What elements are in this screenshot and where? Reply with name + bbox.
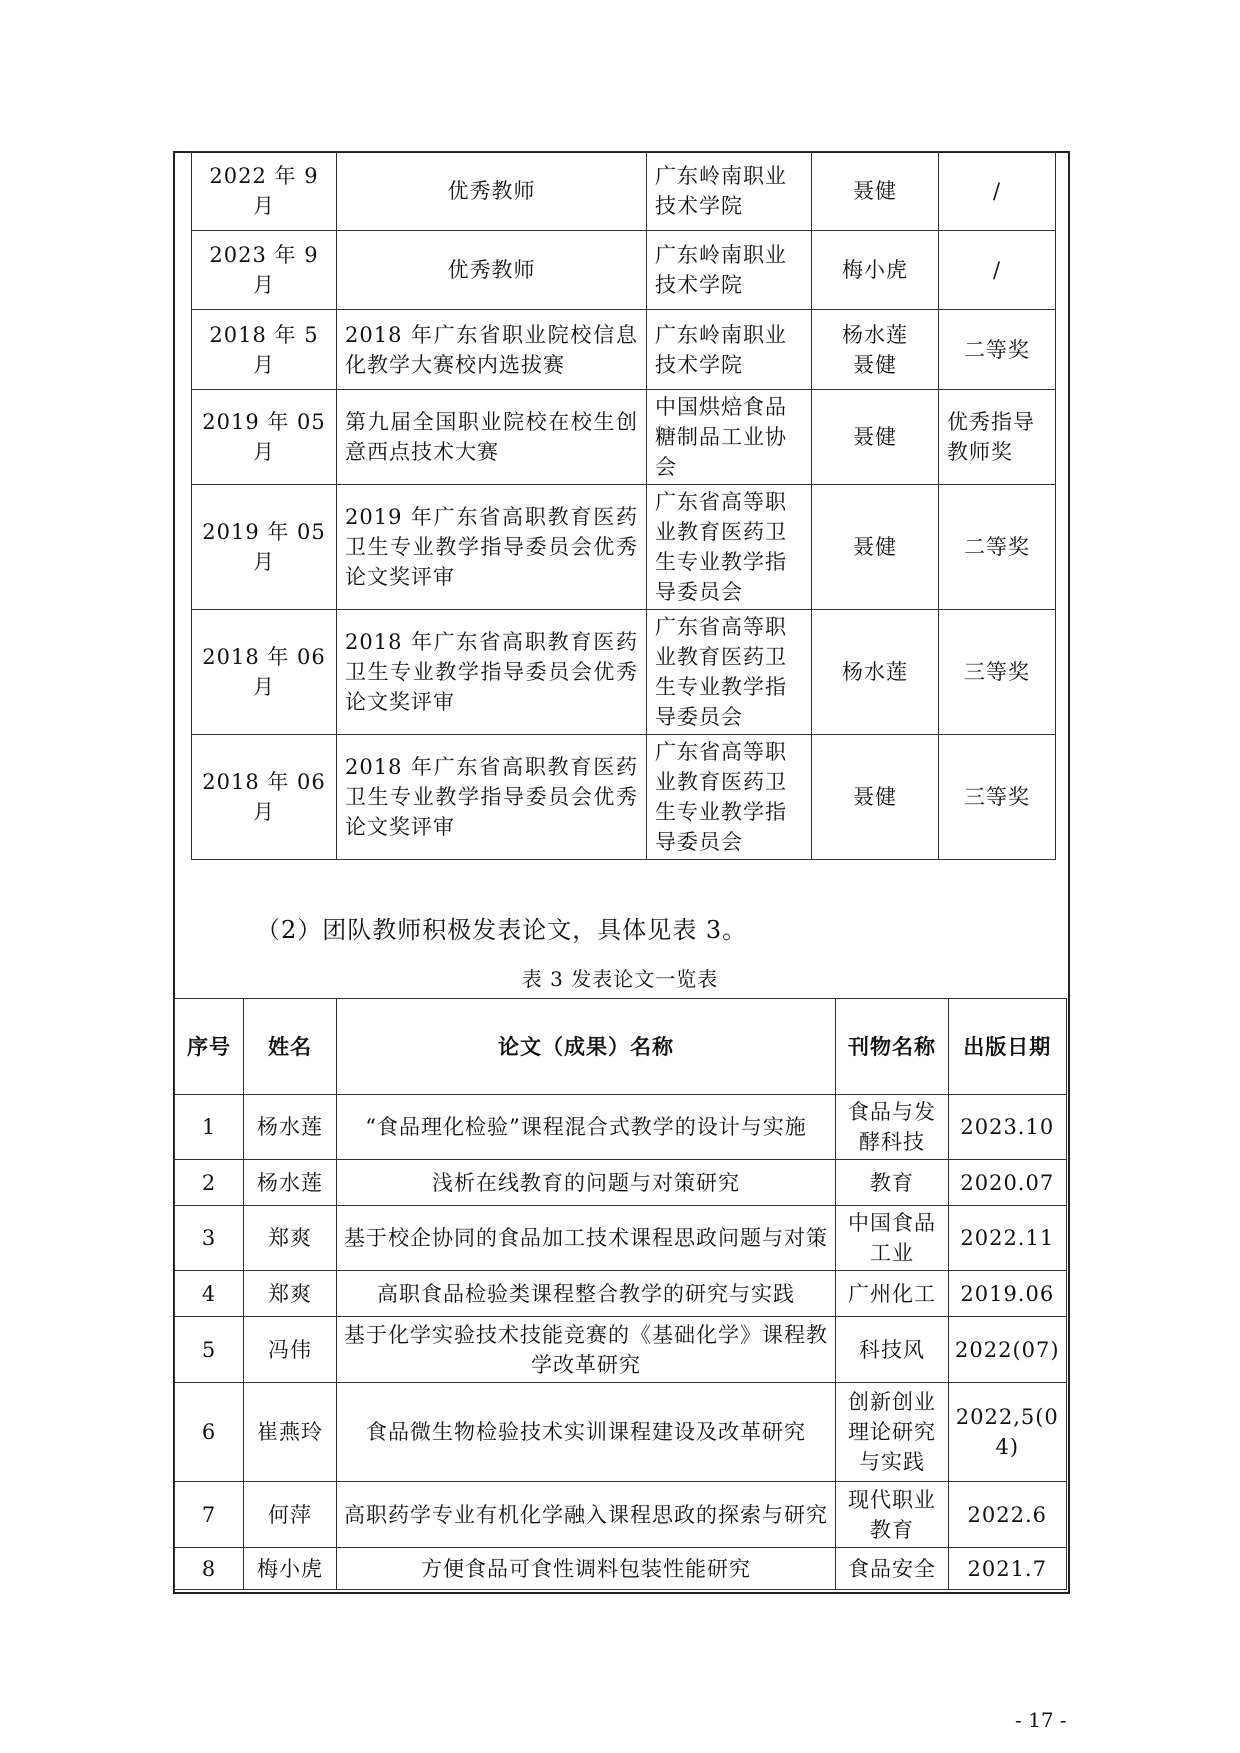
award-row	[192, 152, 1056, 231]
header-date: 出版日期	[949, 999, 1067, 1095]
award-row	[192, 390, 1056, 485]
paper-title: 高职食品检验类课程整合教学的研究与实践	[337, 1271, 836, 1317]
paper-row	[175, 1317, 1067, 1383]
award-person: 杨水莲 聂健	[812, 310, 939, 390]
award-result: 三等奖	[939, 735, 1056, 860]
paper-no: 1	[175, 1095, 244, 1160]
award-row	[192, 735, 1056, 860]
paper-journal: 食品安全	[836, 1548, 949, 1590]
paper-title: “食品理化检验”课程混合式教学的设计与实施	[337, 1095, 836, 1160]
paper-no: 8	[175, 1548, 244, 1590]
award-result: 二等奖	[939, 310, 1056, 390]
paper-row	[175, 1271, 1067, 1317]
paper-date: 2021.7	[949, 1548, 1067, 1590]
award-org: 广东省高等职业教育医药卫生专业教学指导委员会	[647, 610, 812, 735]
award-result: 二等奖	[939, 485, 1056, 610]
award-name: 第九届全国职业院校在校生创意西点技术大赛	[337, 390, 647, 485]
paper-author: 冯伟	[244, 1317, 337, 1383]
award-date: 2023 年 9 月	[192, 231, 337, 310]
table-caption: 表 3 发表论文一览表	[521, 967, 719, 991]
paper-row	[175, 1206, 1067, 1271]
award-name: 2019 年广东省高职教育医药卫生专业教学指导委员会优秀论文奖评审	[337, 485, 647, 610]
award-date: 2018 年 5 月	[192, 310, 337, 390]
paper-row	[175, 1383, 1067, 1482]
page-number: - 17 -	[1015, 1708, 1067, 1732]
paper-journal: 教育	[836, 1160, 949, 1206]
award-date: 2018 年 06 月	[192, 610, 337, 735]
award-person: 聂健	[812, 735, 939, 860]
award-org: 广东岭南职业技术学院	[647, 310, 812, 390]
header-no: 序号	[175, 999, 244, 1095]
award-person: 聂健	[812, 485, 939, 610]
paper-no: 7	[175, 1482, 244, 1548]
header-journal: 刊物名称	[836, 999, 949, 1095]
award-result: /	[939, 152, 1056, 231]
paper-journal: 科技风	[836, 1317, 949, 1383]
paper-date: 2022.11	[949, 1206, 1067, 1271]
award-date: 2019 年 05 月	[192, 485, 337, 610]
paper-date: 2019.06	[949, 1271, 1067, 1317]
paper-journal: 中国食品工业	[836, 1206, 949, 1271]
paper-title: 方便食品可食性调料包装性能研究	[337, 1548, 836, 1590]
paper-no: 3	[175, 1206, 244, 1271]
award-result: 优秀指导教师奖	[939, 390, 1056, 485]
award-org: 广东岭南职业技术学院	[647, 231, 812, 310]
paper-author: 何萍	[244, 1482, 337, 1548]
paper-title: 基于化学实验技术技能竞赛的《基础化学》课程教学改革研究	[337, 1317, 836, 1383]
award-org: 广东岭南职业技术学院	[647, 152, 812, 231]
award-name: 2018 年广东省职业院校信息化教学大赛校内选拔赛	[337, 310, 647, 390]
paper-date: 2022,5(04)	[949, 1383, 1067, 1482]
award-name: 2018 年广东省高职教育医药卫生专业教学指导委员会优秀论文奖评审	[337, 735, 647, 860]
paper-row	[175, 1160, 1067, 1206]
paper-no: 4	[175, 1271, 244, 1317]
paper-no: 5	[175, 1317, 244, 1383]
award-name: 优秀教师	[337, 231, 647, 310]
award-row	[192, 610, 1056, 735]
header-title: 论文（成果）名称	[337, 999, 836, 1095]
award-name: 优秀教师	[337, 152, 647, 231]
paper-journal: 食品与发酵科技	[836, 1095, 949, 1160]
award-person: 聂健	[812, 390, 939, 485]
paper-row	[175, 1548, 1067, 1590]
award-person: 梅小虎	[812, 231, 939, 310]
papers-table	[174, 998, 1067, 1590]
header-author: 姓名	[244, 999, 337, 1095]
award-name: 2018 年广东省高职教育医药卫生专业教学指导委员会优秀论文奖评审	[337, 610, 647, 735]
paper-journal: 现代职业教育	[836, 1482, 949, 1548]
paper-journal: 创新创业理论研究与实践	[836, 1383, 949, 1482]
award-org: 广东省高等职业教育医药卫生专业教学指导委员会	[647, 485, 812, 610]
awards-table	[191, 151, 1056, 860]
paper-title: 食品微生物检验技术实训课程建设及改革研究	[337, 1383, 836, 1482]
paper-no: 2	[175, 1160, 244, 1206]
award-row	[192, 310, 1056, 390]
paper-date: 2020.07	[949, 1160, 1067, 1206]
body-paragraph: （2）团队教师积极发表论文，具体见表 3。	[256, 916, 748, 944]
paper-date: 2022.6	[949, 1482, 1067, 1548]
paper-author: 杨水莲	[244, 1160, 337, 1206]
award-person: 聂健	[812, 152, 939, 231]
paper-author: 郑爽	[244, 1271, 337, 1317]
award-person: 杨水莲	[812, 610, 939, 735]
award-result: 三等奖	[939, 610, 1056, 735]
award-org: 广东省高等职业教育医药卫生专业教学指导委员会	[647, 735, 812, 860]
paper-row	[175, 1482, 1067, 1548]
award-result: /	[939, 231, 1056, 310]
paper-date: 2022(07)	[949, 1317, 1067, 1383]
paper-journal: 广州化工	[836, 1271, 949, 1317]
award-row	[192, 231, 1056, 310]
award-date: 2019 年 05 月	[192, 390, 337, 485]
award-date: 2022 年 9 月	[192, 152, 337, 231]
paper-author: 杨水莲	[244, 1095, 337, 1160]
award-date: 2018 年 06 月	[192, 735, 337, 860]
paper-title: 基于校企协同的食品加工技术课程思政问题与对策	[337, 1206, 836, 1271]
paper-title: 高职药学专业有机化学融入课程思政的探索与研究	[337, 1482, 836, 1548]
paper-title: 浅析在线教育的问题与对策研究	[337, 1160, 836, 1206]
paper-author: 郑爽	[244, 1206, 337, 1271]
papers-header-row	[175, 999, 1067, 1095]
award-org: 中国烘焙食品糖制品工业协会	[647, 390, 812, 485]
award-row	[192, 485, 1056, 610]
paper-author: 崔燕玲	[244, 1383, 337, 1482]
paper-no: 6	[175, 1383, 244, 1482]
paper-row	[175, 1095, 1067, 1160]
paper-date: 2023.10	[949, 1095, 1067, 1160]
paper-author: 梅小虎	[244, 1548, 337, 1590]
